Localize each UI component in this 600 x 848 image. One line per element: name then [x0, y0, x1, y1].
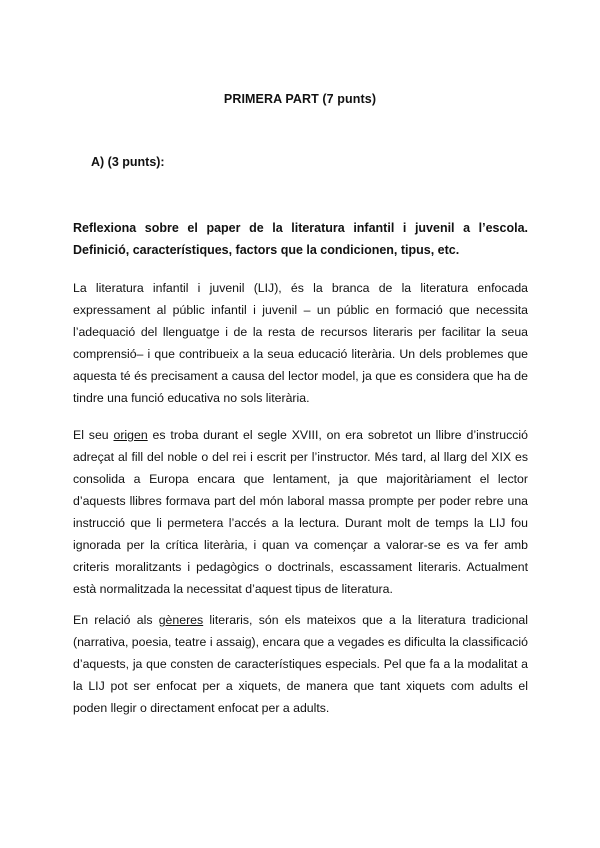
- question-line-1: Reflexiona sobre el paper de la literatura infantil i juvenil a l’escola.: [73, 221, 528, 235]
- keyword-generes: gèneres: [158, 613, 204, 627]
- question-line-2: Definició, característiques, factors que la condicionen, tipus, etc.: [73, 242, 460, 257]
- paragraph-genres: [73, 609, 528, 719]
- paragraph-origin-lead: El seu: [73, 428, 114, 442]
- section-heading: A) (3 punts):: [91, 155, 165, 169]
- paragraph-genres-lead: En relació als: [73, 613, 159, 627]
- question-prompt: [73, 218, 528, 261]
- paragraph-definition: La literatura infantil i juvenil (LIJ), és la branca de la literatura enfocada expressament al públic infantil i juvenil – un públic en formació que necessita l’adequació del llenguatge i de la resta de recursos literaris per facilitar la seua comprensió– i que contribueix a la seua educació literària. Un dels problemes que aquesta té és precisament a causa del lector model, ja que es considera que ha de tindre una funció educativa no sols literària.: [73, 281, 528, 405]
- page-title: PRIMERA PART (7 punts): [223, 92, 377, 106]
- paragraph-origin-body: es troba durant el segle XVIII, on era sobretot un llibre d’instrucció adreçat al fill del noble o del rei i escrit per l’instructor. Més tard, al llarg del XIX es consolida a Europa encara que lentament, ja que majoritàriament el lector d’aquests llibres formava part del món laboral massa prompte per poder rebre una instrucció que li permetera l’accés a la lectura. Durant molt de temps la LIJ fou ignorada per la crítica literària, i quan va començar a valorar-se es va fer amb criteris moralitzants i pedagògics o doctrinals, escassament literaris. Actualment està normalitzada la necessitat d’aquest tipus de literatura.: [73, 428, 529, 596]
- keyword-origen: origen: [113, 428, 148, 442]
- paragraph-origin: [73, 424, 528, 600]
- paragraph-genres-body: literaris, són els mateixos que a la literatura tradicional (narrativa, poesia, teatre i assaig), encara que a vegades es dificulta la classificació d’aquests, ja que consten de característiques especials. Pel que fa a la modalitat a la LIJ pot ser enfocat per a xiquets, de manera que tant xiquets com adults el poden llegir o directament enfocat per a adults.: [73, 613, 528, 715]
